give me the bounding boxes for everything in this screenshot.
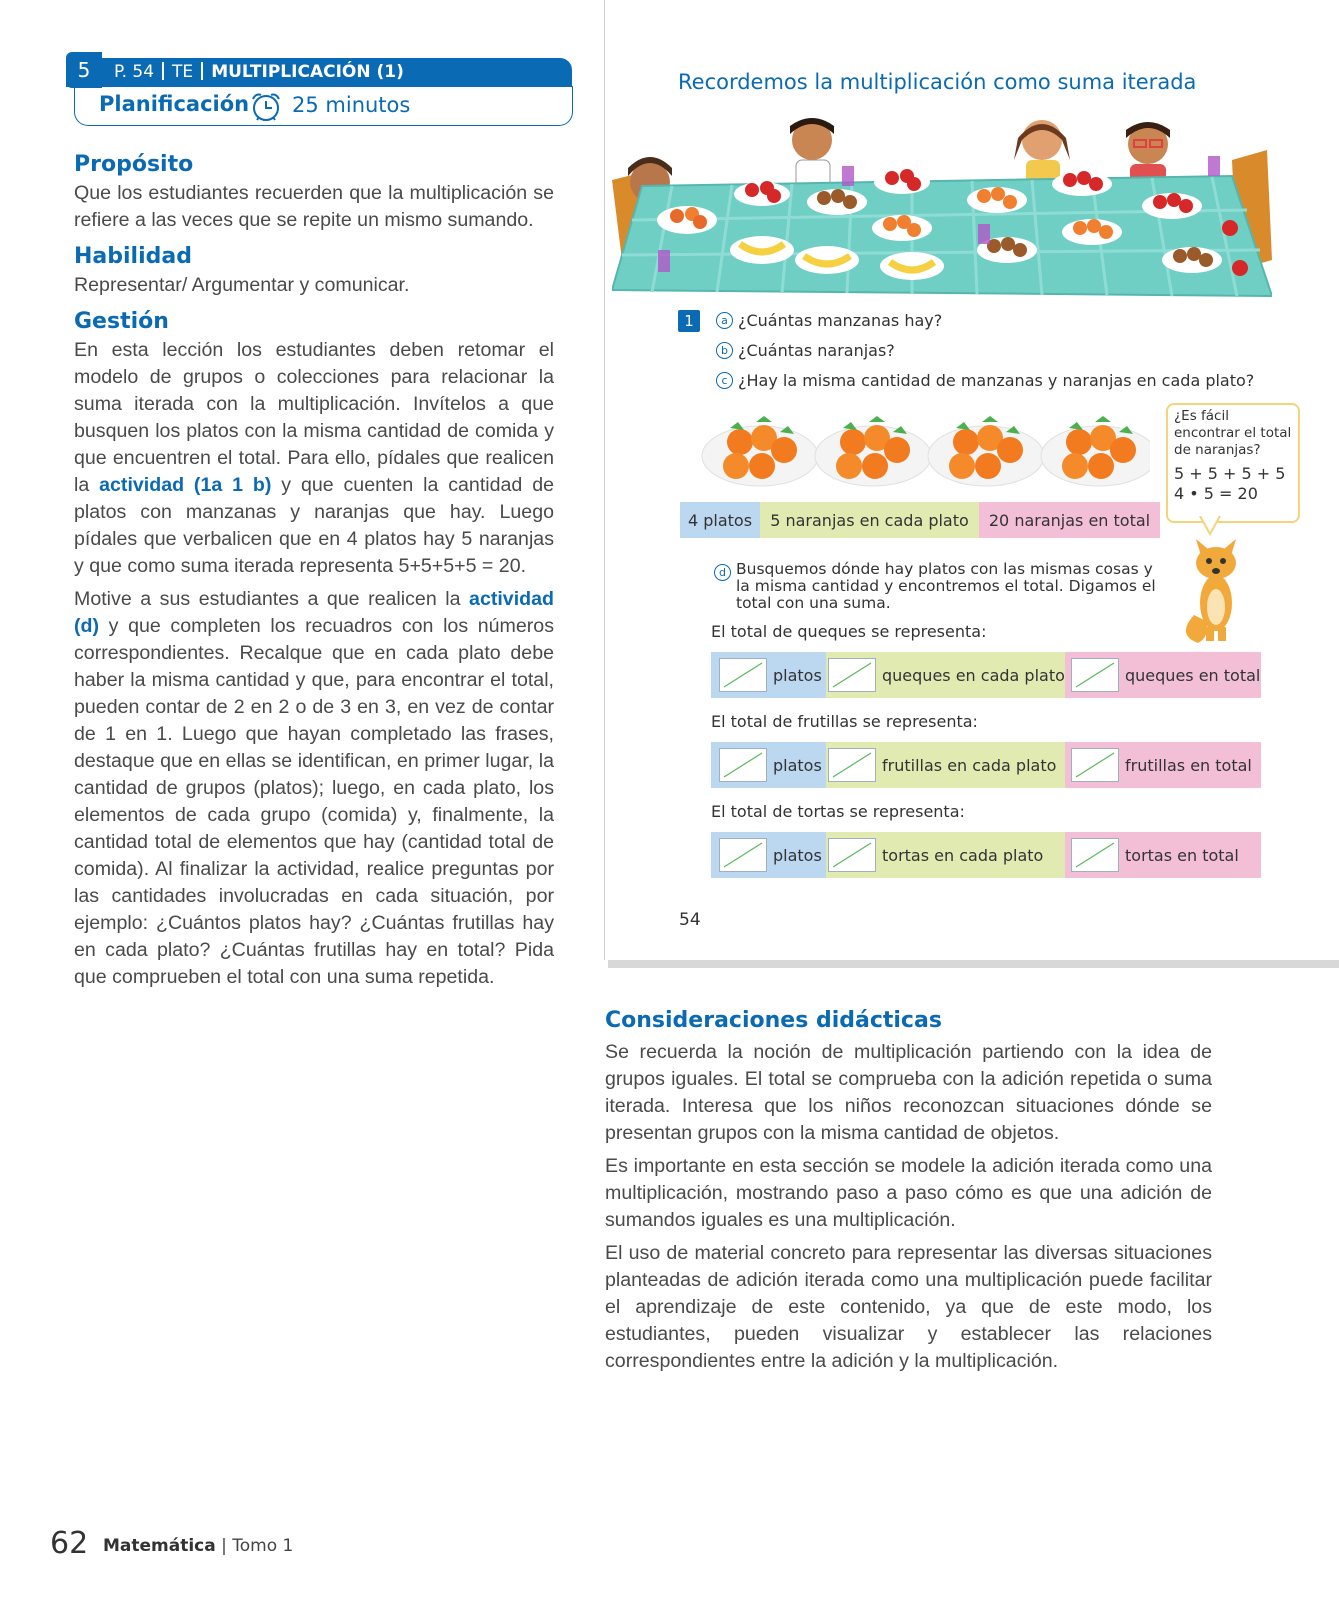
frutillas-per-plate-cell: frutillas en cada plato xyxy=(826,742,1065,788)
gestion-paragraph-1: En esta lección los estudiantes deben retomar el modelo de grupos o colecciones para relacionar la suma iterada con la multiplicación. Invítelos a que busquen los platos con la misma cantidad de comida y que encuentren el total. Para ello, pídales que realicen la actividad (1a 1 b) y que cuenten la cantidad de platos con manzanas y naranjas que hay. Luego pídales que verbalicen que en 4 platos hay 5 naranjas y que como suma iterada representa 5+5+5+5 = 20. xyxy=(74,339,554,577)
bubble-sum: 5 + 5 + 5 + 5 xyxy=(1174,464,1286,483)
considerations-paragraph-1: Se recuerda la noción de multiplicación partiendo con la idea de grupos iguales. El total se comprueba con la adición repetida o suma iterada. Interesa que los niños reconozcan situaciones dónde se presentan grupos con la misma cantidad de objetos. xyxy=(605,1041,1212,1144)
strip-per-plate: 5 naranjas en cada plato xyxy=(760,502,979,538)
tortas-per-plate-answer-box[interactable] xyxy=(828,838,876,872)
footer-volume: Tomo 1 xyxy=(232,1536,294,1556)
te-label: TE xyxy=(172,62,194,82)
bubble-question: ¿Es fácil encontrar el total de naranjas? xyxy=(1174,408,1292,458)
question-d-text: Busquemos dónde hay platos con las mismas cosas y la misma cantidad y encontremos el total. Digamos el total con una suma. xyxy=(736,560,1156,612)
considerations-paragraph-2: Es importante en esta sección se modele la adición iterada como una multiplicación, mostrando paso a paso cómo es que una adición de sumandos iguales es una multiplicación. xyxy=(605,1155,1212,1231)
tortas-plates-answer-box[interactable] xyxy=(719,838,767,872)
queques-label: El total de queques se representa: xyxy=(711,622,987,641)
frutillas-plates-answer-box[interactable] xyxy=(719,748,767,782)
frutillas-label: El total de frutillas se representa: xyxy=(711,712,978,731)
question-b-text: ¿Cuántas naranjas? xyxy=(738,341,895,360)
question-b-letter: b xyxy=(716,342,733,359)
activity-number: 1 xyxy=(678,310,700,332)
picnic-table-illustration xyxy=(612,110,1272,298)
considerations-title: Consideraciones didácticas xyxy=(605,1008,942,1033)
tortas-plates-cell: platos xyxy=(711,832,826,878)
alarm-clock-icon xyxy=(248,91,284,123)
guide-page-number: 62 xyxy=(50,1526,89,1561)
habilidad-text: Representar/ Argumentar y comunicar. xyxy=(74,274,410,296)
gestion-paragraph-2: Motive a sus estudiantes a que realicen la actividad (d) y que completen los recuadros con los números correspondientes. Recalque que en cada plato debe haber la misma cantidad y que, para encontrar el total, pueden contar de 2 en 2 o de 3 en 3, en vez de contar de 1 en 1. Luego que hayan completado las frases, destaque que en ellas se identifican, en primer lugar, la cantidad de grupos (platos); luego, en cada plato, los elementos de cada grupo (comida) y, finalmente, la cantidad total de elementos que hay (cantidad total de comida). Al finalizar la actividad, realice preguntas por las cantidades involucradas en cada situación, por ejemplo: ¿Cuántos platos hay? ¿Cuántas frutillas hay en cada plato? ¿Cuántas frutillas hay en total? Pida que comprueben el total con una suma repetida. xyxy=(74,588,554,988)
frutillas-total-answer-box[interactable] xyxy=(1071,748,1119,782)
habilidad-title: Habilidad xyxy=(74,244,192,269)
strip-total: 20 naranjas en total xyxy=(979,502,1160,538)
fox-character-icon xyxy=(1180,525,1250,645)
footer-subject: Matemática xyxy=(103,1536,216,1556)
didactic-considerations xyxy=(605,1008,1212,1375)
lesson-number: 5 xyxy=(66,52,102,88)
teacher-guide-column xyxy=(74,152,554,991)
queques-plates-answer-box[interactable] xyxy=(719,658,767,692)
proposito-text: Que los estudiantes recuerden que la multiplicación se refiere a las veces que se repite un mismo sumando. xyxy=(74,182,554,231)
book-page-number: 54 xyxy=(679,910,701,930)
orange-plates-illustration xyxy=(700,408,1150,494)
queques-per-plate-cell: queques en cada plato xyxy=(826,652,1065,698)
question-c-text: ¿Hay la misma cantidad de manzanas y naranjas en cada plato? xyxy=(738,371,1255,390)
book-title: Recordemos la multiplicación como suma iterada xyxy=(678,70,1197,94)
frutillas-per-plate-answer-box[interactable] xyxy=(828,748,876,782)
question-a-text: ¿Cuántas manzanas hay? xyxy=(738,311,943,330)
question-a-letter: a xyxy=(716,312,733,329)
question-c-letter: c xyxy=(716,372,733,389)
tortas-total-cell: tortas en total xyxy=(1065,832,1261,878)
footer-divider: | xyxy=(221,1536,233,1556)
planning-label: Planificación xyxy=(99,92,250,116)
lesson-topic: MULTIPLICACIÓN (1) xyxy=(211,62,404,82)
lesson-header-text xyxy=(114,62,404,82)
activity-reference-d: actividad (d) xyxy=(74,588,554,637)
queques-total-answer-box[interactable] xyxy=(1071,658,1119,692)
considerations-paragraph-3: El uso de material concreto para representar las diversas situaciones planteadas de adición iterada como una multiplicación puede facilitar el aprendizaje de este contenido, ya que de este modo, los estudiantes, pueden visualizar y establecer las relaciones correspondientes entre la adición y la multiplicación. xyxy=(605,1242,1212,1372)
bubble-product: 4 • 5 = 20 xyxy=(1174,484,1258,503)
queques-per-plate-answer-box[interactable] xyxy=(828,658,876,692)
proposito-title: Propósito xyxy=(74,152,194,177)
tortas-per-plate-cell: tortas en cada plato xyxy=(826,832,1065,878)
question-d-letter: d xyxy=(714,564,731,581)
tortas-total-answer-box[interactable] xyxy=(1071,838,1119,872)
planning-duration: 25 minutos xyxy=(292,93,411,117)
frutillas-plates-cell: platos xyxy=(711,742,826,788)
queques-plates-cell: platos xyxy=(711,652,826,698)
queques-total-cell: queques en total xyxy=(1065,652,1261,698)
frutillas-total-cell: frutillas en total xyxy=(1065,742,1261,788)
activity-reference-1ab: actividad (1a 1 b) xyxy=(99,474,272,496)
strip-plates: 4 platos xyxy=(680,502,760,538)
tortas-label: El total de tortas se representa: xyxy=(711,802,965,821)
page-ref: P. 54 xyxy=(114,62,155,82)
gestion-title: Gestión xyxy=(74,309,169,334)
footer-text xyxy=(103,1536,293,1556)
